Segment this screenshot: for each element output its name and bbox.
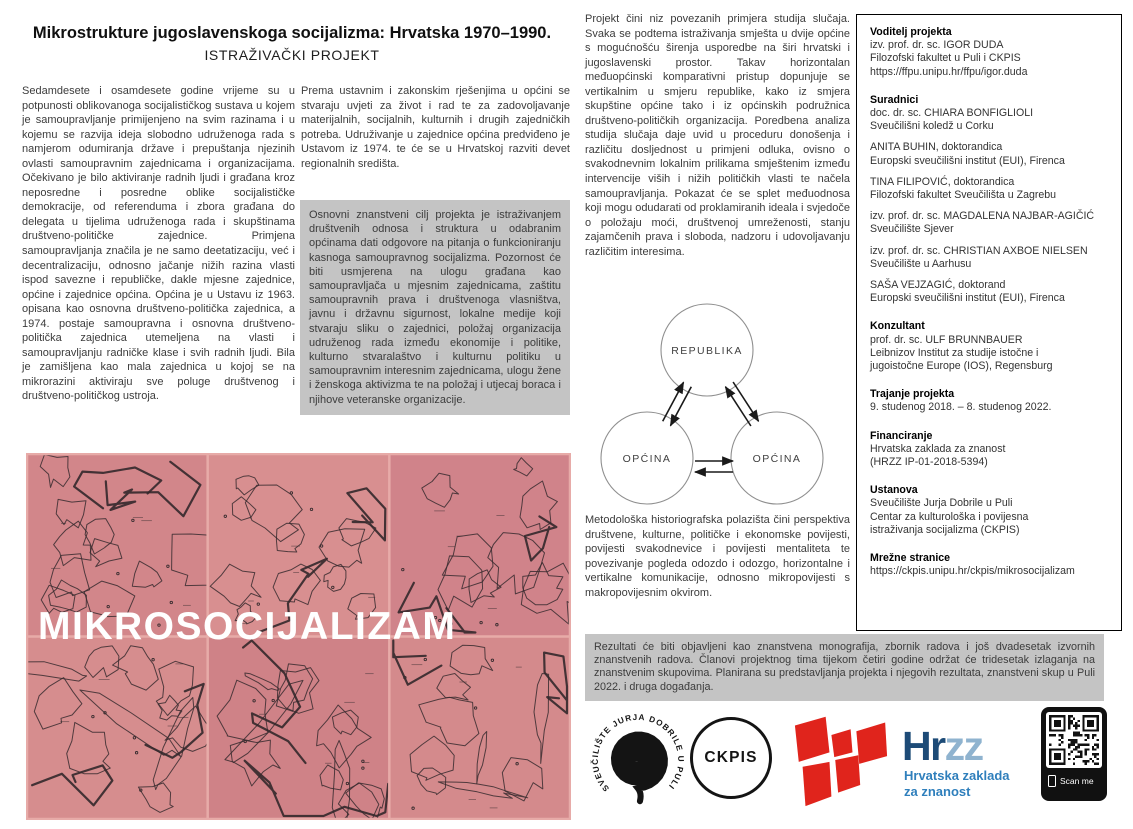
info-line: Sveučilište u Aarhusu (870, 257, 972, 270)
info-section (870, 94, 1108, 306)
info-entry (870, 443, 1108, 469)
info-entry (870, 279, 1108, 305)
info-entry (870, 497, 1108, 537)
page-subtitle: ISTRAŽIVAČKI PROJEKT (204, 47, 380, 63)
info-section-entries (870, 497, 1108, 537)
intro-paragraph-2: Prema ustavnim i zakonskim rješenjima u općini se stvaraju uvjeti za život i rad te za zadovoljavanje materijalnih, socijalnih, kulturnih i drugih zajedničkih potreba. Udruživanje u zajednice općina predviđeno je Ustavom iz 1974. te će se u Hrvatskoj razviti devet regionalnih središta. (301, 85, 570, 170)
info-line: 9. studenog 2018. – 8. studenog 2022. (870, 401, 1052, 414)
opcina-left-label: OPĆINA (622, 453, 672, 465)
info-line: SAŠA VEJZAGIĆ, doktorand (870, 279, 1006, 292)
info-line: Sveučilište Sjever (870, 223, 954, 236)
hrzz-hr: Hr (902, 723, 945, 769)
info-section-entries (870, 401, 1108, 414)
info-line: (HRZZ IP-01-2018-5394) (870, 456, 988, 469)
info-section-heading: Ustanova (870, 484, 918, 497)
info-entry (870, 245, 1108, 271)
info-section-heading: Suradnici (870, 93, 919, 106)
ckpis-logo-text: CKPIS (704, 749, 758, 766)
info-section-heading: Mrežne stranice (870, 552, 951, 565)
info-section (870, 320, 1108, 373)
hrzz-logo-text (902, 723, 983, 769)
info-line: doc. dr. sc. CHIARA BONFIGLIOLI (870, 107, 1034, 120)
university-seal-text: SVEUČILIŠTE JURJA DOBRILE U PULI (590, 712, 686, 794)
info-section-heading: Konzultant (870, 320, 925, 333)
info-entry (870, 107, 1108, 133)
info-line: Leibnizov Institut za studije istočne i (870, 346, 1039, 359)
project-paragraph-1: Projekt čini niz povezanih primjera studija slučaja. Svaka se podtema istraživanja smješta u dvije općine s mogućnošću širenja usporedbe na širi hrvatski i jugoslavenski prostor. Takav horizontalan međuopćinski komparativni pristup dopunjuje se vertikalnim u smjeru republike, kako iz smjera skupštine općine tako i iz općinskih podružnica društveno-političkih organizacija. Poredbena analiza studija slučaja daje uvid u proceduru donošenja i različitu dosljednost u primjeni odluka, ovisno o svakodnevnim lokalnim prilikama smještenim između intervencije viših i nižih političkih vlasti te načela samoupravljanja. Pokazat će se splet međuodnosa koji mogu odudarati od proklamiranih ideala i svjedoče o položaju moći, društvenoj umreženosti, stanju zajamčenih prava i sloboda, nadzoru i udovoljavanju različitim interesima. (585, 13, 850, 258)
info-line: Filozofski fakultet Sveučilišta u Zagrebu (870, 189, 1057, 202)
republic-municipality-diagram (585, 293, 850, 528)
info-section (870, 552, 1108, 578)
info-entry (870, 565, 1108, 578)
info-line: Filozofski fakultet u Puli i CKPIS (870, 52, 1021, 65)
opcina-right-label: OPĆINA (752, 453, 802, 465)
page-title: Mikrostrukture jugoslavenskoga socijalizma: Hrvatska 1970–1990. (32, 24, 552, 42)
info-line: Europski sveučilišni institut (EUI), Firenca (870, 154, 1065, 167)
phone-icon (1048, 775, 1056, 787)
qr-code (1041, 707, 1107, 801)
hrzz-tagline-line1: Hrvatska zaklada (904, 768, 1010, 783)
info-section-entries (870, 565, 1108, 578)
info-link[interactable]: https://ckpis.unipu.hr/ckpis/mikrosocijalizam (870, 565, 1075, 578)
info-entry (870, 401, 1108, 414)
info-section-heading: Financiranje (870, 429, 933, 442)
hrzz-checkerboard-icon (792, 712, 890, 808)
hrzz-tagline-line2: za znanost (904, 783, 971, 799)
info-line: izv. prof. dr. sc. IGOR DUDA (870, 39, 1004, 52)
info-section (870, 430, 1108, 470)
info-link[interactable]: https://ffpu.unipu.hr/ffpu/igor.duda (870, 65, 1028, 78)
info-section-heading: Voditelj projekta (870, 26, 952, 38)
info-line: Sveučilišni koledž u Corku (870, 120, 994, 133)
header (12, 24, 572, 63)
info-section-entries (870, 334, 1108, 374)
qr-label-row (1046, 775, 1102, 787)
map-collage (26, 453, 571, 820)
info-panel-sections (870, 26, 1108, 579)
results-box: Rezultati će biti objavljeni kao znanstvena monografija, zbornik radova i još dvadesetak izvornih znanstvenih radova. Članovi projektnog tima tijekom četiri godine održat će tridesetak izlaganja na znanstvenim skupovima. Planirana su predstavljanja projekta i njegovih rezultata, znanstveni skup u Puli 2022. i druga događanja. (585, 634, 1104, 701)
info-section (870, 26, 1108, 79)
info-panel (856, 14, 1122, 631)
info-line: Sveučilište Jurja Dobrile u Puli (870, 497, 1013, 510)
info-line: Europski sveučilišni institut (EUI), Firenca (870, 292, 1065, 305)
info-entry (870, 210, 1108, 236)
info-line: izv. prof. dr. sc. CHRISTIAN AXBOE NIELSEN (870, 244, 1088, 257)
info-entry (870, 334, 1108, 374)
info-line: prof. dr. sc. ULF BRUNNBAUER (870, 333, 1023, 346)
info-line: jugoistočne Europe (IOS), Regensburg (870, 360, 1053, 373)
project-paragraph-2: Metodološka historiografska polazišta čini perspektiva društvene, kulturne, političke i ekonomske povijesti, povijesti svakodnevice i povijesti mentaliteta te povezivanje pogleda odozdo i odozgo, horizontalne i vertikalne komunikacije, odnosno mikropovijesti s makropovijesnim okvirom. (585, 514, 850, 599)
goal-box: Osnovni znanstveni cilj projekta je istraživanjem društvenih odnosa i struktura u odabranim općinama dati odgovore na pitanja o funkcioniranju kasnoga samoupravnog socijalizma. Pozornost će biti usmjerena na ulogu građana kao samoupravljača u mjesnim zajednicama, zaštitu samoupravnih prava i društvenoga vlasništva, javnu i državnu sigurnost, lokalne medije koji stvaraju sliku o zajednici, položaj organizacija udruženog rada između ekonomije i politike, kulturno stvaralaštvo i kulturnu politiku u samoupravnim interesnim zajednicama, ulogu žene i ženskoga aktivizma te na položaj i utjecaj boraca i njihove veteranske organizacije. (300, 200, 570, 415)
map-banner-title: MIKROSOCIJALIZAM (38, 605, 457, 648)
info-line: istraživanja socijalizma (CKPIS) (870, 523, 1020, 536)
qr-image (1046, 712, 1102, 768)
info-entry (870, 141, 1108, 167)
info-entry (870, 39, 1108, 79)
info-line: Hrvatska zaklada za znanost (870, 442, 1006, 455)
info-section (870, 484, 1108, 537)
ckpis-logo (690, 717, 772, 799)
info-line: ANITA BUHIN, doktorandica (870, 141, 1003, 154)
info-line: izv. prof. dr. sc. MAGDALENA NAJBAR-AGIČIĆ (870, 210, 1095, 223)
info-entry (870, 176, 1108, 202)
hrzz-tagline (904, 768, 1010, 799)
spiral-icon (614, 735, 665, 802)
info-line: Centar za kulturološka i povijesna (870, 510, 1029, 523)
info-section (870, 388, 1108, 414)
info-section-entries (870, 443, 1108, 469)
republika-label: REPUBLIKA (671, 345, 743, 357)
intro-paragraph-1: Sedamdesete i osamdesete godine vrijeme su u potpunosti oblikovanoga socijalističkog sustava u kojem je samoupravljanje primijenjeno na svim razinama i u kojemu se razvija ideja slobodno udruženoga rada s namjerom odumiranja države i prepuštanja njezinih ovlasti samoupravnim zajednicama i organizacijama. Očekivano je bilo aktiviranje radnih ljudi i građana kroz neposredne i posredne oblike socijalističke demokracije, od referenduma i zbora građana do delegata u tijelima udruženoga rada i skupštinama društveno-političke zajednice. Primjena samoupravljanja značila je ne samo deetatizaciju, već i decentralizaciju, odnosno jačanje nižih razina vlasti ispod savezne i republičke, dakle mjesne zajednice, općine i zajednice općina. Općina je u Ustavu iz 1963. opisana kao osnovna društveno-politička zajednica, a 1974. postaje samoupravna i osnovna društveno-politička zajednica utemeljena na vlasti i samoupravljanju radničke klase i svih radnih ljudi. Bila je zamišljena kao mala zajednica u kojoj se na mikrorazini aktiviraju sve poluge društvenog i društveno-političkog ustroja. (22, 85, 295, 403)
info-section-heading: Trajanje projekta (870, 388, 955, 401)
info-line: TINA FILIPOVIĆ, doktorandica (870, 175, 1015, 188)
university-seal-logo (589, 711, 687, 809)
hrzz-zz: zz (944, 723, 983, 769)
info-section-entries (870, 107, 1108, 305)
qr-label: Scan me (1060, 776, 1094, 786)
info-section-entries (870, 39, 1108, 79)
